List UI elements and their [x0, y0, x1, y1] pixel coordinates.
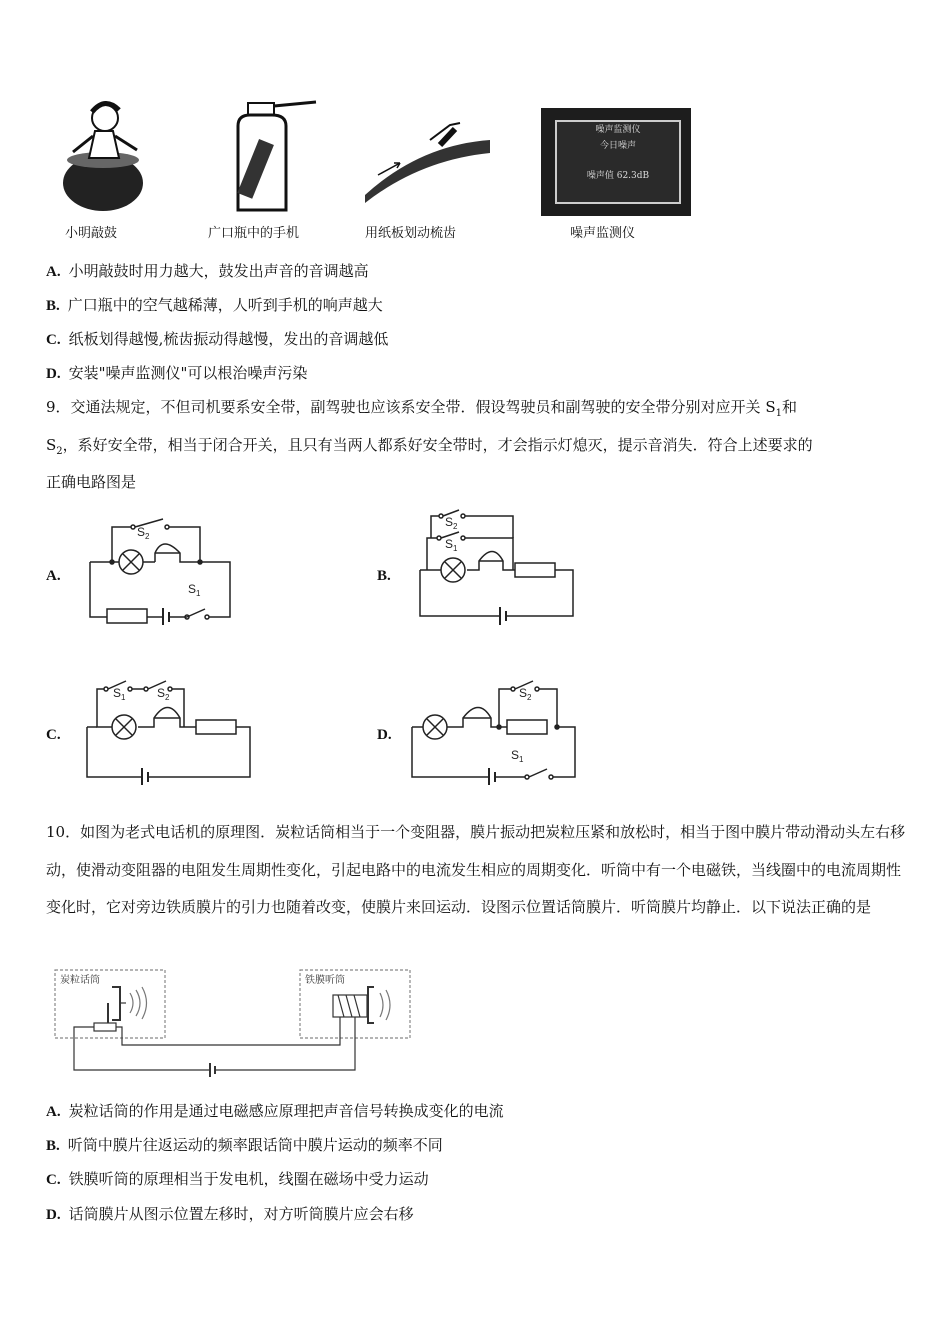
q8-option-d: D. 安装"噪声监测仪"可以根治噪声污染 [46, 364, 308, 382]
circuit-b-s2: S [445, 515, 454, 529]
svg-text:2: 2 [165, 693, 170, 702]
circuit-c-s1: S [113, 686, 122, 700]
svg-text:1: 1 [121, 693, 126, 702]
q8-option-b: B. 广口瓶中的空气越稀薄，人听到手机的响声越大 [46, 296, 383, 314]
q8-figure-row [0, 90, 950, 250]
q9-option-c-label: C. [46, 727, 61, 743]
svg-text:2: 2 [145, 532, 150, 541]
circuit-c [82, 677, 257, 785]
caption-drum: 小明敲鼓 [65, 226, 118, 241]
monitor-line-2: 今日噪声 [599, 141, 636, 151]
caption-jar: 广口瓶中的手机 [208, 226, 300, 241]
svg-text:2: 2 [453, 522, 458, 531]
circuit-a [85, 515, 235, 625]
q10-option-d: D. 话筒膜片从图示位置左移时，对方听筒膜片应会右移 [46, 1205, 414, 1223]
comb-illustration [360, 115, 495, 205]
circuit-a-s1: S [188, 582, 197, 596]
svg-text:1: 1 [519, 755, 524, 764]
svg-text:1: 1 [196, 589, 201, 598]
caption-monitor: 噪声监测仪 [570, 226, 636, 241]
circuit-b-s1: S [445, 537, 454, 551]
q9-stem-line-2: $S_2$，系好安全带，相当于闭合开关，且只有当两人都系好安全带时，才会指示灯熄灭，提示音消失．符合上述要求的 [46, 436, 813, 457]
caption-comb: 用纸板划动梳齿 [365, 226, 457, 241]
q9-option-b-label: B. [377, 568, 391, 584]
q10-option-b: B. 听筒中膜片往返运动的频率跟话筒中膜片运动的频率不同 [46, 1136, 443, 1154]
q10-option-a: A. 炭粒话筒的作用是通过电磁感应原理把声音信号转换成变化的电流 [46, 1102, 504, 1120]
svg-text:2: 2 [527, 693, 532, 702]
q9-option-d-label: D. [377, 727, 392, 743]
mic-label: 炭粒话筒 [60, 975, 100, 986]
circuit-d-s1: S [511, 748, 520, 762]
monitor-line-3: 噪声值 62.3dB [586, 171, 650, 181]
q9-stem-line-1: 9．交通法规定，不但司机要系安全带，副驾驶也应该系安全带．假设驾驶员和副驾驶的安全带分别对应开关 $S_1$和 [46, 398, 797, 419]
circuit-a-s2: S [137, 525, 146, 539]
jar-illustration [230, 98, 320, 218]
monitor-line-1: 噪声监测仪 [595, 125, 641, 135]
circuit-d [407, 677, 582, 785]
q10-stem: 10．如图为老式电话机的原理图．炭粒话筒相当于一个变阻器，膜片振动把炭粒压紧和放松时，相当于图中膜片带动滑动头左右移动，使滑动变阻器的电阻发生周期性变化，引起电路中的电流发生相应的周期变化．听筒中有一个电磁铁，当线圈中的电流周期性变化时，它对旁边铁质膜片的引力也随着改变，使膜片来回运动．设图示位置话筒膜片．听筒膜片均静止．以下说法正确的是 [46, 823, 906, 916]
receiver-label: 铁膜听筒 [305, 975, 345, 986]
q9-option-a-label: A. [46, 568, 61, 584]
noise-monitor-illustration [541, 108, 691, 216]
circuit-d-s2: S [519, 686, 528, 700]
q8-option-a: A. 小明敲鼓时用力越大，鼓发出声音的音调越高 [46, 262, 369, 280]
q8-option-c: C. 纸板划得越慢,梳齿振动得越慢，发出的音调越低 [46, 330, 389, 348]
drum-illustration [55, 98, 150, 218]
svg-text:1: 1 [453, 544, 458, 553]
circuit-c-s2: S [157, 686, 166, 700]
q9-stem-line-3: 正确电路图是 [46, 473, 137, 491]
telephone-diagram [50, 965, 415, 1080]
q10-option-c: C. 铁膜听筒的原理相当于发电机，线圈在磁场中受力运动 [46, 1170, 429, 1188]
circuit-b [415, 508, 580, 626]
